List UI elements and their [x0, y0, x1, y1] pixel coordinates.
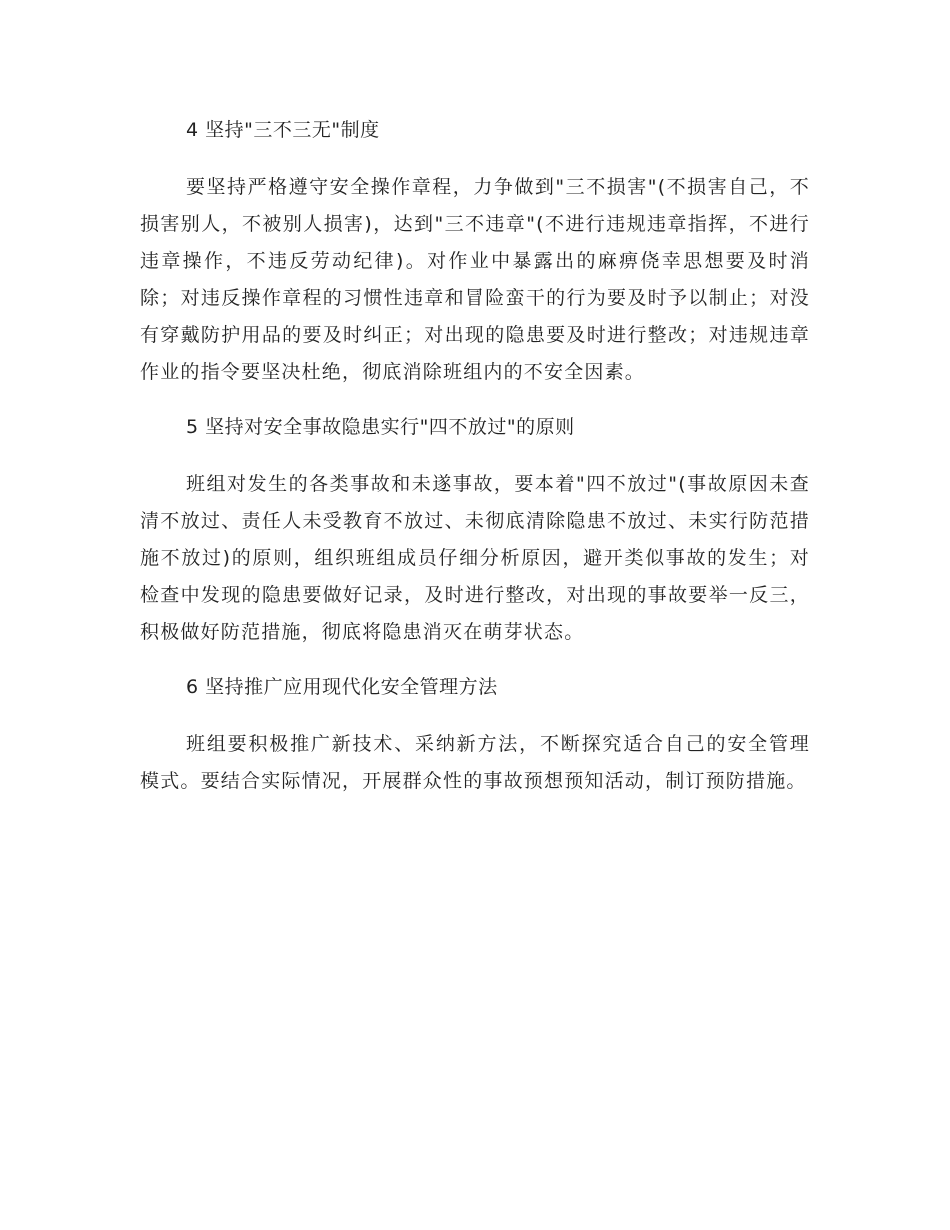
section-paragraph-5: 班组对发生的各类事故和未遂事故，要本着"四不放过"(事故原因未查清不放过、责任人未受教育不放过、未彻底清除隐患不放过、未实行防范措施不放过)的原则，组织班组成员仔细分析原因，避开类似事故的发生；对检查中发现的隐患要做好记录，及时进行整改，对出现的事故要举一反三，积极做好防范措施，彻底将隐患消灭在萌芽状态。 — [140, 473, 810, 643]
section-heading-6: 6 坚持推广应用现代化安全管理方法 — [186, 676, 498, 698]
section-paragraph-4: 要坚持严格遵守安全操作章程，力争做到"三不损害"(不损害自己，不损害别人，不被别人损害)，达到"三不违章"(不进行违规违章指挥，不进行违章操作，不违反劳动纪律)。对作业中暴露出的麻痹侥幸思想要及时消除；对违反操作章程的习惯性违章和冒险蛮干的行为要及时予以制止；对没有穿戴防护用品的要及时纠正；对出现的隐患要及时进行整改；对违规违章作业的指令要坚决杜绝，彻底消除班组内的不安全因素。 — [140, 176, 810, 383]
document-body — [140, 112, 810, 800]
section-heading-4: 4 坚持"三不三无"制度 — [186, 119, 380, 141]
section-heading-5: 5 坚持对安全事故隐患实行"四不放过"的原则 — [186, 416, 575, 438]
section-paragraph-6: 班组要积极推广新技术、采纳新方法，不断探究适合自己的安全管理模式。要结合实际情况，开展群众性的事故预想预知活动，制订预防措施。 — [140, 733, 810, 792]
